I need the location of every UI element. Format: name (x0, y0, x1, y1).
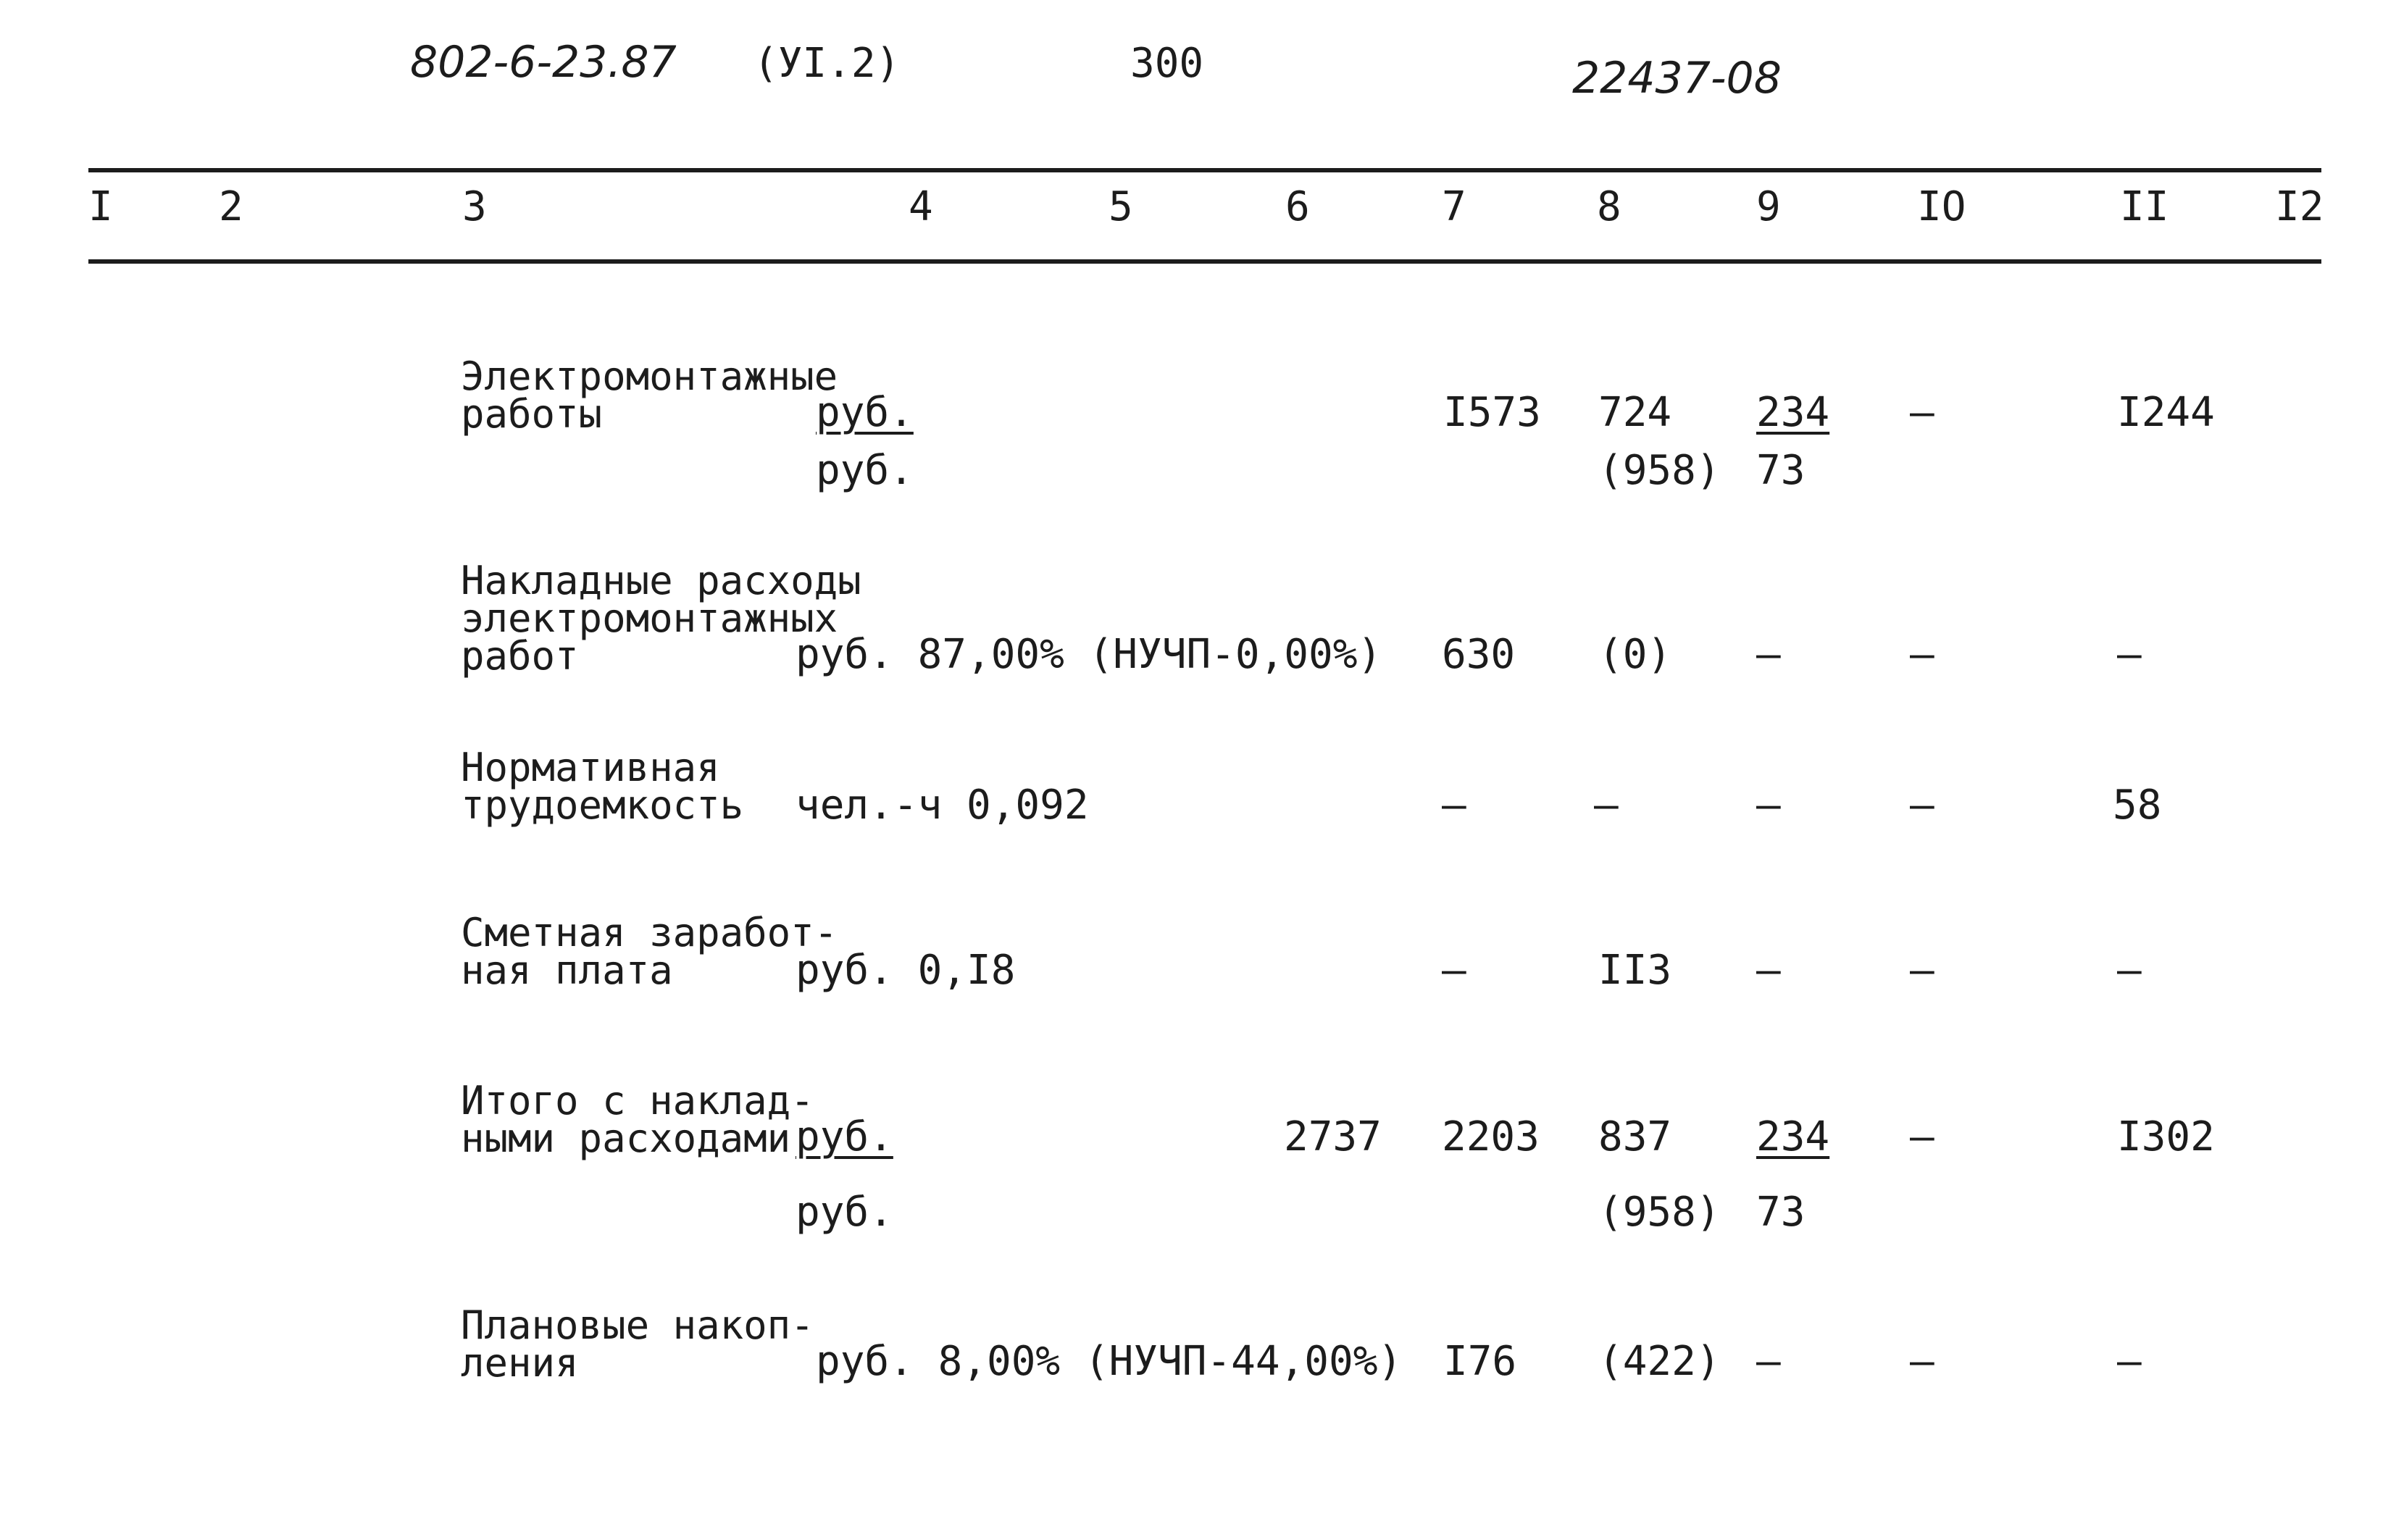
column-number: 8 (1597, 183, 1621, 230)
column-number: 5 (1109, 183, 1133, 230)
column-number: 2 (219, 183, 243, 230)
row-label-line: Накладные расходы (461, 558, 861, 603)
cell-col9: 234 (1756, 389, 1830, 436)
unit-label: руб. (796, 1113, 893, 1160)
cell-col10: – (1910, 782, 1934, 829)
rate-text: руб. 8,00% (НУЧП-44,00%) (816, 1338, 1403, 1385)
cell-col8: – (1594, 782, 1619, 829)
column-number: I2 (2275, 183, 2324, 230)
cell-col9: – (1756, 631, 1781, 678)
cell-col7: I573 (1443, 389, 1541, 436)
cell-col9: – (1756, 782, 1781, 829)
header-bottom-rule (88, 259, 2321, 264)
column-number: I (88, 183, 113, 230)
cell-col10: – (1910, 1113, 1934, 1160)
cell-col8-secondary: (958) (1598, 447, 1721, 494)
cell-col11: 58 (2113, 782, 2162, 829)
unit-label: руб. (816, 389, 914, 436)
row-label-line: Итого с наклад- (461, 1078, 814, 1123)
unit-label-secondary: руб. (816, 447, 914, 494)
column-number: 6 (1285, 183, 1310, 230)
cell-col8: II3 (1598, 947, 1672, 994)
cell-col7: – (1442, 782, 1466, 829)
row-label-line: работы (461, 391, 603, 437)
cell-col8: (0) (1598, 631, 1672, 678)
cell-col11: – (2117, 631, 2142, 678)
column-number: II (2120, 183, 2169, 230)
row-label-line: электромонтажных (461, 595, 838, 641)
column-number: IO (1917, 183, 1966, 230)
cell-col8: 837 (1598, 1113, 1672, 1160)
cell-col10: – (1910, 631, 1934, 678)
cell-col7: I76 (1443, 1338, 1517, 1385)
cell-col9-secondary: 73 (1756, 1189, 1806, 1236)
row-label-line: работ (461, 633, 579, 679)
page-number: 300 (1130, 40, 1204, 87)
document-number: 22437-08 (1572, 53, 1782, 104)
rate-text: чел.-ч 0,092 (796, 782, 1089, 829)
cell-col9: 234 (1756, 1113, 1830, 1160)
cell-col6: 2737 (1284, 1113, 1382, 1160)
section-number: (УI.2) (754, 40, 901, 87)
cell-col8-secondary: (958) (1598, 1189, 1721, 1236)
row-label-line: Нормативная (461, 745, 720, 790)
column-number: 4 (909, 183, 933, 230)
cell-col7: 2203 (1442, 1113, 1540, 1160)
project-code: 802-6-23.87 (410, 37, 677, 88)
cell-col7: – (1442, 947, 1466, 994)
column-number: 7 (1442, 183, 1466, 230)
cell-col8: 724 (1598, 389, 1672, 436)
cell-col11: – (2117, 947, 2142, 994)
cell-col9: – (1756, 1338, 1781, 1385)
row-label-line: Сметная заработ- (461, 910, 838, 955)
cell-col7: 630 (1442, 631, 1516, 678)
cell-col9: – (1756, 947, 1781, 994)
row-label-line: Электромонтажные (461, 353, 838, 399)
cell-col10: – (1910, 947, 1934, 994)
column-number: 9 (1756, 183, 1781, 230)
cell-col11: I244 (2117, 389, 2215, 436)
rate-text: руб. 0,I8 (796, 947, 1016, 994)
row-label-line: ными расходами (461, 1116, 791, 1161)
unit-label-secondary: руб. (796, 1189, 893, 1236)
rate-text: руб. 87,00% (НУЧП-0,00%) (796, 631, 1382, 678)
row-label-line: трудоемкость (461, 782, 744, 828)
cell-col8: (422) (1598, 1338, 1721, 1385)
cell-col11: – (2117, 1338, 2142, 1385)
row-label-line: Плановые накоп- (461, 1302, 814, 1348)
top-rule (88, 168, 2321, 172)
row-label-line: ная плата (461, 947, 673, 993)
cell-col9-secondary: 73 (1756, 447, 1806, 494)
cell-col10: – (1910, 1338, 1934, 1385)
cell-col11: I302 (2117, 1113, 2215, 1160)
cell-col10: – (1910, 389, 1934, 436)
column-number: 3 (462, 183, 487, 230)
row-label-line: ления (461, 1340, 579, 1386)
